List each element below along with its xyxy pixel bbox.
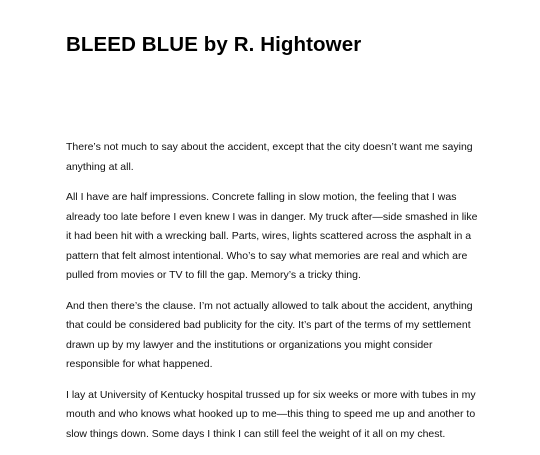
document-body [66,138,480,455]
document-title: BLEED BLUE by R. Hightower [66,33,362,56]
paragraph-4: I lay at University of Kentucky hospital trussed up for six weeks or more with tubes in my mouth and who knows what hooked up to me—this thing to speed me up and another to slow things down. Some days I think I can still feel the weight of it all on my chest. [66,388,476,440]
paragraph-1: There’s not much to say about the accident, except that the city doesn’t want me saying anything at all. [66,141,473,173]
paragraph-2: All I have are half impressions. Concrete falling in slow motion, the feeling that I was already too late before I even knew I was in danger. My truck after—side smashed in like it had been hit with a wrecking ball. Parts, wires, lights scattered across the asphalt in a pattern that felt almost intentional. Who’s to say what memories are real and which are pulled from movies or TV to fill the gap. Memory’s a tricky thing. [66,191,478,281]
paragraph-3: And then there’s the clause. I’m not actually allowed to talk about the accident, anything that could be considered bad publicity for the city. It’s part of the terms of my settlement drawn up by my lawyer and the institutions or organizations you might consider responsible for what happened. [66,299,473,370]
